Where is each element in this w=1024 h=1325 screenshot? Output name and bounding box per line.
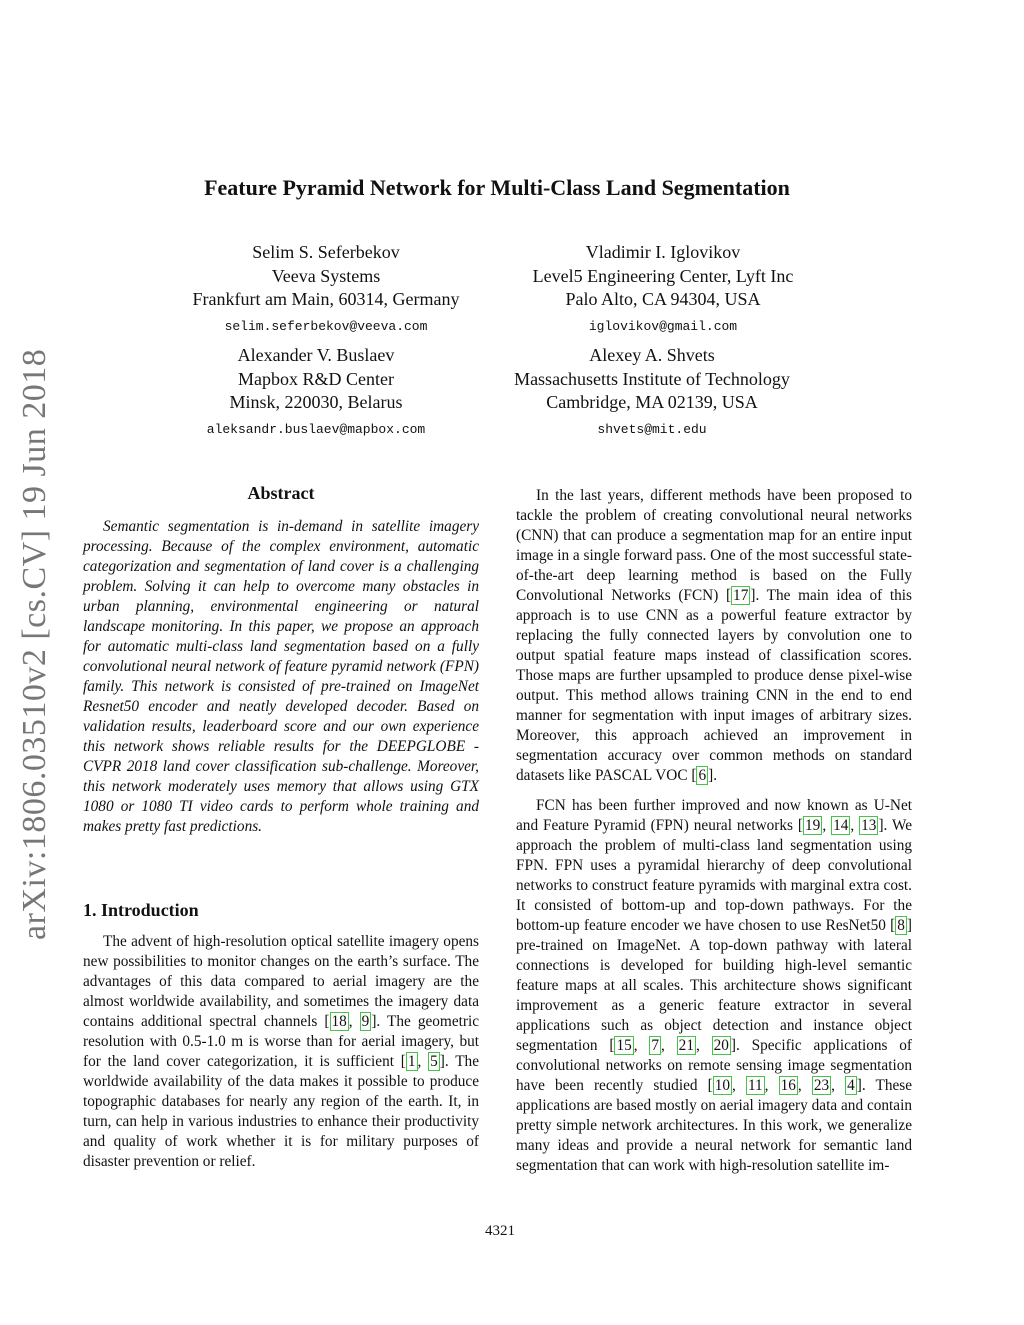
author-email[interactable]: shvets@mit.edu bbox=[597, 421, 707, 437]
author-block-3 bbox=[146, 344, 486, 441]
author-affiliation: Mapbox R&D Center bbox=[238, 368, 394, 389]
author-location: Cambridge, MA 02139, USA bbox=[546, 392, 758, 412]
citation-link[interactable]: 11 bbox=[747, 1077, 763, 1094]
citation-link[interactable]: 10 bbox=[714, 1077, 730, 1094]
citation-link[interactable]: 21 bbox=[678, 1037, 694, 1054]
author-affiliation: Massachusetts Institute of Technology bbox=[514, 368, 790, 389]
author-name: Selim S. Seferbekov bbox=[252, 242, 400, 262]
abstract-text: Semantic segmentation is in-demand in satellite imagery processing. Because of the complex environment, automatic categorization and segmentation of land cover is a challenging problem. Solving it can help to overcome many obstacles in urban planning, environmental engineering or natural landscape monitoring. In this paper, we propose an approach for automatic multi-class land segmentation based on a fully convolutional neural network of feature pyramid network (FPN) family. This network is consisted of pre-trained on ImageNet Resnet50 encoder and neatly developed decoder. Based on validation results, leaderboard score and our own experience this network shows reliable results for the DEEPGLOBE - CVPR 2018 land cover classification sub-challenge. Moreover, this network moderately uses memory that allows using GTX 1080 or 1080 TI video cards to perform whole training and makes pretty fast predictions. bbox=[83, 518, 479, 835]
author-block-2 bbox=[493, 241, 833, 338]
body-paragraph: In the last years, different methods have been proposed to tackle the problem of creating convolutional neural networks (CNN) that can produce a segmentation map for an entire input image in a single forward pass. One of the most successful state-of-the-art deep learning method is based on the Fully Convolutional Networks (FCN) [ 17 ]. The main idea of this approach is to use CNN as a powerful feature extractor by replacing the fully connected layers by convolution one to output spatial feature maps instead of classification scores. Those maps are further upsampled to produce dense pixel-wise output. This method allows training CNN in the end to end manner for segmentation with input images of arbitrary sizes. Moreover, this approach achieved an improvement in segmentation accuracy over common methods on standard datasets like PASCAL VOC [ 6 ]. bbox=[516, 487, 912, 784]
author-location: Frankfurt am Main, 60314, Germany bbox=[192, 289, 460, 309]
author-name: Alexander V. Buslaev bbox=[237, 345, 395, 365]
citation-link[interactable]: 18 bbox=[331, 1013, 347, 1030]
citation-link[interactable]: 7 bbox=[651, 1037, 660, 1054]
author-email[interactable]: iglovikov@gmail.com bbox=[588, 318, 738, 334]
citation-link[interactable]: 5 bbox=[430, 1053, 438, 1070]
citation-link[interactable]: 23 bbox=[813, 1077, 830, 1094]
citation-link[interactable]: 6 bbox=[698, 767, 707, 784]
citation-link[interactable]: 1 bbox=[407, 1053, 416, 1070]
abstract-heading: Abstract bbox=[247, 483, 315, 503]
citation-link[interactable]: 19 bbox=[805, 817, 821, 834]
author-email[interactable]: aleksandr.buslaev@mapbox.com bbox=[206, 421, 426, 437]
abstract-section bbox=[83, 483, 479, 837]
paper-title: Feature Pyramid Network for Multi-Class Land Segmentation bbox=[204, 175, 790, 200]
citation-link[interactable]: 17 bbox=[733, 587, 749, 604]
author-block-1 bbox=[156, 241, 496, 338]
citation-link[interactable]: 9 bbox=[361, 1013, 370, 1030]
page-number: 4321 bbox=[485, 1223, 515, 1239]
citation-link[interactable]: 14 bbox=[833, 817, 849, 834]
body-paragraph: FCN has been further improved and now known as U-Net and Feature Pyramid (FPN) neural networks [ 19 , 14 , 13 ]. We approach the problem of multi-class land segmentation using FPN. FPN uses a pyramidal hierarchy of deep convolutional networks to construct feature pyramids with marginal extra cost. It consisted of bottom-up and top-down pathways. For the bottom-up feature encoder we have chosen to use ResNet50 [ 8 ] pre-trained on ImageNet. A top-down pathway with lateral connections is developed for building high-level semantic feature maps at all scales. This architecture shows significant improvement as a generic feature extractor in several applications such as object detection and instance object segmentation [ 15 , 7 , 21 , 20 ]. Specific applications of convolutional networks on remote sensing image segmentation have been recently studied [ 10 , 11 , 16 , 23 , 4 ]. These applications are based mostly on aerial imagery data and contain pretty simple network architectures. In this work, we generalize many ideas and provide a neural network for semantic land segmentation that can work with high-resolution satellite im- bbox=[516, 797, 913, 1174]
author-location: Minsk, 220030, Belarus bbox=[229, 392, 403, 412]
author-location: Palo Alto, CA 94304, USA bbox=[565, 289, 761, 309]
right-column bbox=[516, 486, 912, 1176]
citation-link[interactable]: 16 bbox=[780, 1077, 796, 1094]
citation-link[interactable]: 8 bbox=[897, 917, 905, 934]
arxiv-stamp: arXiv:1806.03510v2 [cs.CV] 19 Jun 2018 bbox=[16, 348, 53, 940]
citation-link[interactable]: 15 bbox=[616, 1037, 632, 1054]
citation-link[interactable]: 20 bbox=[713, 1037, 729, 1054]
citation-link[interactable]: 4 bbox=[847, 1077, 855, 1094]
author-block-4 bbox=[482, 344, 822, 441]
author-name: Vladimir I. Iglovikov bbox=[585, 242, 741, 262]
introduction-paragraph: The advent of high-resolution optical satellite imagery opens new possibilities to monitor changes on the earth’s surface. The advantages of this data compared to aerial imagery are the almost worldwide availability, and sometimes the imagery data contains additional spectral channels [ 18 , 9 ]. The geometric resolution with 0.5-1.0 m is worse than for aerial imagery, but for the land cover categorization, it is sufficient [ 1 , 5 ]. The worldwide availability of the data makes it possible to produce topographic databases for nearly any region of the earth. It, in turn, can help in various industries to enhance their productivity and quality of work whether it is for military purposes of disaster prevention or relief. bbox=[83, 933, 479, 1170]
author-email[interactable]: selim.seferbekov@veeva.com bbox=[224, 318, 428, 334]
introduction-section bbox=[83, 900, 479, 1172]
author-affiliation: Level5 Engineering Center, Lyft Inc bbox=[532, 265, 794, 286]
author-name: Alexey A. Shvets bbox=[589, 345, 715, 365]
introduction-heading: 1. Introduction bbox=[83, 900, 199, 920]
citation-link[interactable]: 13 bbox=[861, 817, 877, 834]
author-affiliation: Veeva Systems bbox=[271, 265, 381, 286]
